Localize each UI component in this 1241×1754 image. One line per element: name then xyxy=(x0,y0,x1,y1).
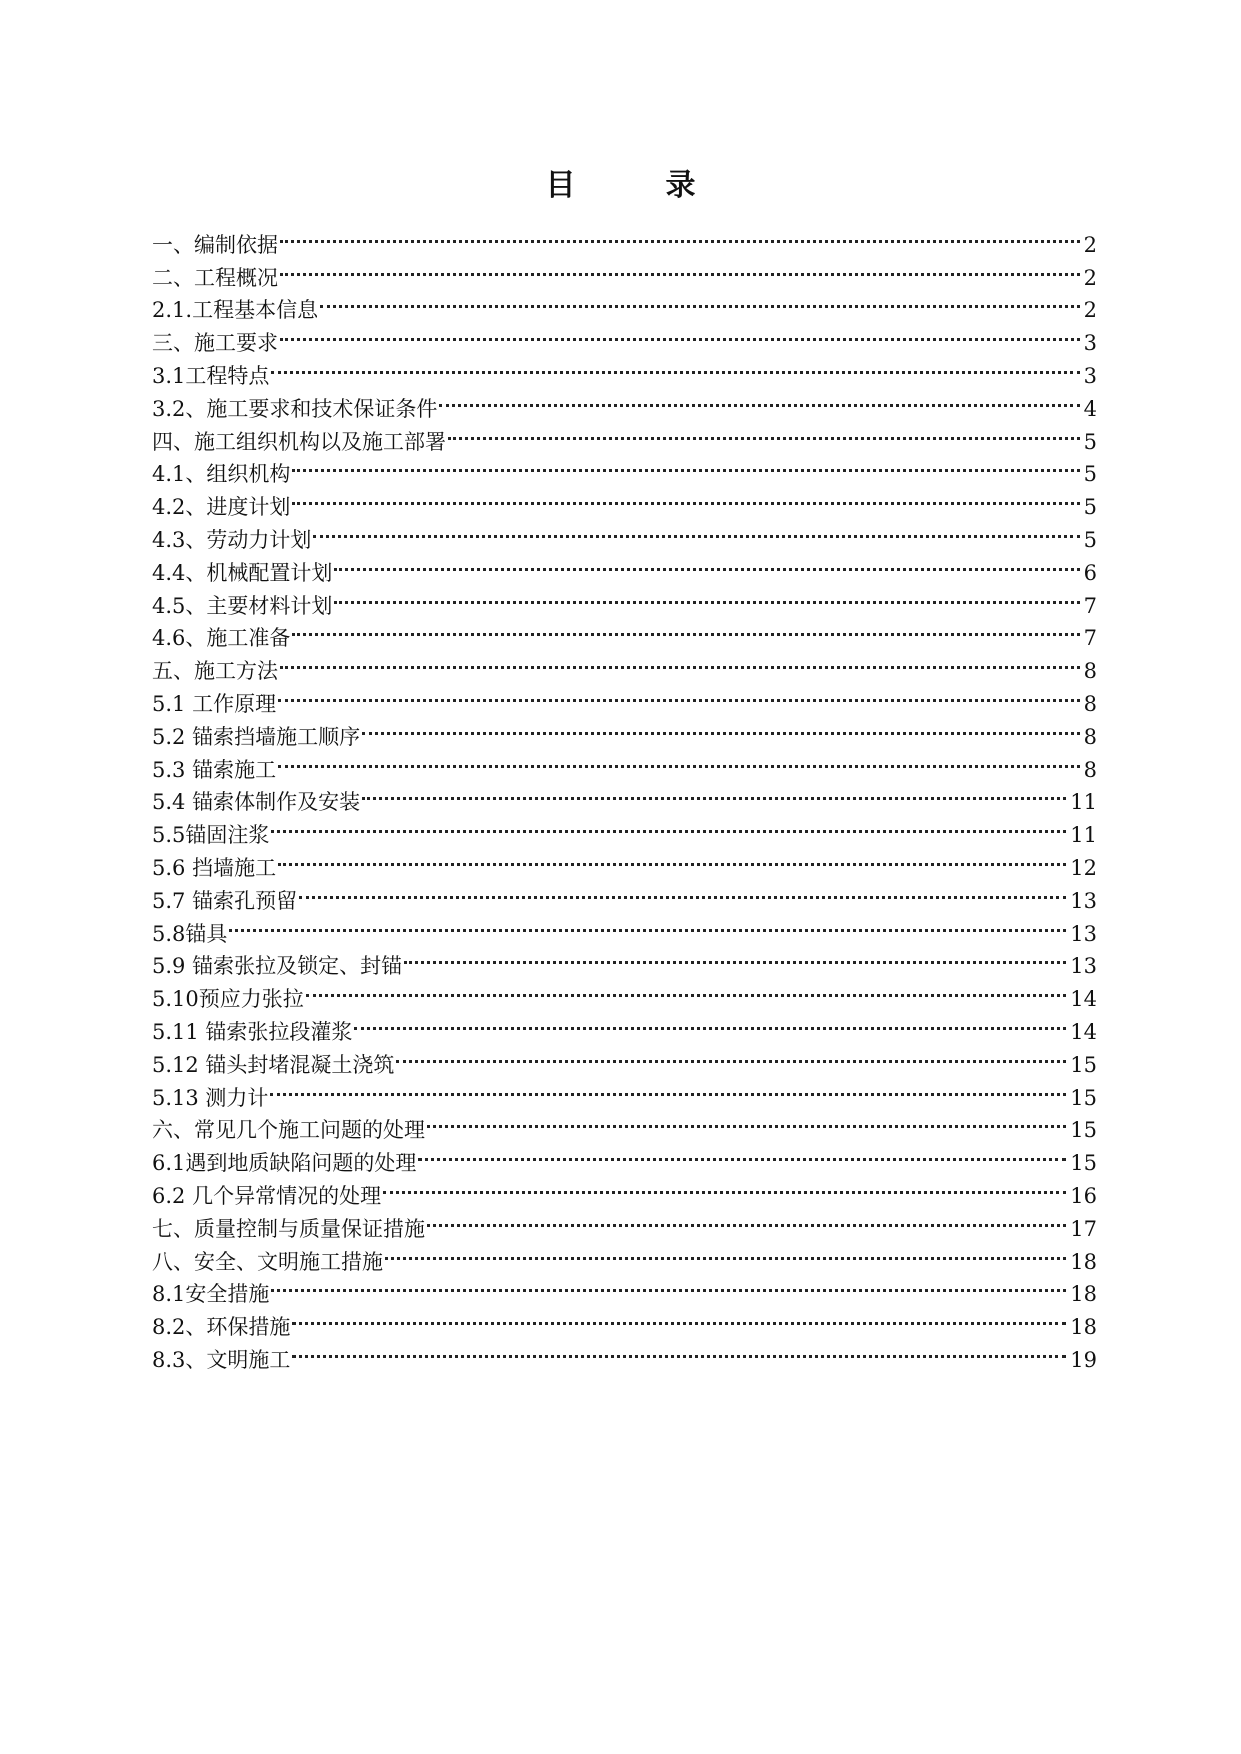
toc-entry[interactable] xyxy=(152,1072,1097,1110)
toc-dot-leader xyxy=(271,1269,1066,1302)
toc-entry-text: 四、施工组织机构以及施工部署 xyxy=(152,429,446,454)
toc-dot-leader xyxy=(292,613,1079,646)
toc-page-number: 8 xyxy=(1083,757,1097,782)
toc-entry[interactable] xyxy=(152,350,1097,388)
toc-dot-leader xyxy=(418,1137,1066,1170)
toc-dot-leader xyxy=(271,809,1066,842)
toc-entry-text: 5.9 锚索张拉及锁定、封锚 xyxy=(152,954,403,979)
toc-entry-text: 5.5锚固注浆 xyxy=(152,823,270,848)
toc-list xyxy=(152,219,1097,1372)
toc-entry[interactable] xyxy=(152,777,1097,815)
toc-entry[interactable] xyxy=(152,383,1097,421)
toc-entry-text: 三、施工要求 xyxy=(152,331,278,356)
toc-entry[interactable] xyxy=(152,711,1097,749)
toc-page-number: 4 xyxy=(1083,396,1097,421)
toc-page-number: 15 xyxy=(1070,1151,1097,1176)
toc-dot-leader xyxy=(278,744,1080,777)
toc-dot-leader xyxy=(280,219,1080,252)
toc-dot-leader xyxy=(320,285,1080,318)
toc-entry-text: 5.1 工作原理 xyxy=(152,691,277,716)
toc-dot-leader xyxy=(385,1236,1066,1269)
toc-page-number: 17 xyxy=(1070,1216,1097,1241)
toc-entry-text: 4.4、机械配置计划 xyxy=(152,560,333,585)
toc-entry[interactable] xyxy=(152,744,1097,782)
toc-entry-text: 一、编制依据 xyxy=(152,232,278,257)
toc-entry[interactable] xyxy=(152,1334,1097,1372)
toc-dot-leader xyxy=(280,252,1080,285)
toc-entry-text: 5.7 锚索孔预留 xyxy=(152,888,298,913)
toc-entry[interactable] xyxy=(152,842,1097,880)
toc-entry-text: 六、常见几个施工问题的处理 xyxy=(152,1118,425,1143)
toc-entry-text: 5.8锚具 xyxy=(152,921,228,946)
toc-page-number: 13 xyxy=(1070,954,1097,979)
toc-entry[interactable] xyxy=(152,1105,1097,1143)
toc-page-number: 8 xyxy=(1083,659,1097,684)
toc-dot-leader xyxy=(280,645,1080,678)
toc-entry[interactable] xyxy=(152,678,1097,716)
toc-entry-text: 4.3、劳动力计划 xyxy=(152,527,312,552)
toc-entry-text: 6.2 几个异常情况的处理 xyxy=(152,1183,382,1208)
toc-page-number: 11 xyxy=(1070,790,1097,815)
toc-entry[interactable] xyxy=(152,613,1097,651)
toc-dot-leader xyxy=(354,1006,1066,1039)
toc-entry-text: 五、施工方法 xyxy=(152,659,278,684)
toc-page-number: 11 xyxy=(1070,823,1097,848)
toc-entry-text: 5.6 挡墙施工 xyxy=(152,855,277,880)
toc-page-number: 5 xyxy=(1083,495,1097,520)
toc-entry[interactable] xyxy=(152,514,1097,552)
toc-entry[interactable] xyxy=(152,809,1097,848)
toc-entry-text: 5.12 锚头封堵混凝土浇筑 xyxy=(152,1052,395,1077)
toc-page-number: 14 xyxy=(1070,1019,1097,1044)
toc-dot-leader xyxy=(334,580,1079,613)
toc-entry-text: 4.6、施工准备 xyxy=(152,626,291,651)
toc-page-number: 15 xyxy=(1070,1118,1097,1143)
toc-dot-leader xyxy=(427,1105,1066,1138)
toc-entry[interactable] xyxy=(152,219,1097,257)
toc-page-number: 5 xyxy=(1083,462,1097,487)
toc-entry-text: 6.1遇到地质缺陷问题的处理 xyxy=(152,1151,417,1176)
toc-page-number: 2 xyxy=(1083,298,1097,323)
toc-page-number: 8 xyxy=(1083,724,1097,749)
toc-page-number: 15 xyxy=(1070,1085,1097,1110)
toc-page-number: 3 xyxy=(1083,363,1097,388)
toc-page-number: 13 xyxy=(1070,921,1097,946)
toc-dot-leader xyxy=(313,514,1079,547)
toc-entry-text: 八、安全、文明施工措施 xyxy=(152,1249,383,1274)
toc-dot-leader xyxy=(270,1072,1066,1105)
toc-entry-text: 4.1、组织机构 xyxy=(152,462,291,487)
toc-dot-leader xyxy=(278,842,1066,875)
toc-page-number: 18 xyxy=(1070,1282,1097,1307)
toc-page-number: 15 xyxy=(1070,1052,1097,1077)
toc-dot-leader xyxy=(299,875,1066,908)
toc-entry-text: 3.1工程特点 xyxy=(152,363,270,388)
toc-page-number: 7 xyxy=(1083,626,1097,651)
toc-entry-text: 5.4 锚索体制作及安装 xyxy=(152,790,361,815)
toc-dot-leader xyxy=(362,777,1066,810)
toc-page-number: 19 xyxy=(1070,1347,1097,1372)
toc-dot-leader xyxy=(229,908,1066,941)
toc-page-number: 13 xyxy=(1070,888,1097,913)
toc-dot-leader xyxy=(306,973,1067,1006)
toc-page-number: 18 xyxy=(1070,1249,1097,1274)
toc-dot-leader xyxy=(427,1203,1066,1236)
toc-page-number: 7 xyxy=(1083,593,1097,618)
toc-entry[interactable] xyxy=(152,1269,1097,1307)
toc-entry[interactable] xyxy=(152,875,1097,913)
toc-entry-text: 8.2、环保措施 xyxy=(152,1315,291,1340)
toc-entry-text: 二、工程概况 xyxy=(152,265,278,290)
toc-entry-text: 5.11 锚索张拉段灌浆 xyxy=(152,1019,353,1044)
toc-entry-text: 七、质量控制与质量保证措施 xyxy=(152,1216,425,1241)
toc-entry[interactable] xyxy=(152,941,1097,979)
toc-dot-leader xyxy=(334,547,1079,580)
toc-page-number: 5 xyxy=(1083,527,1097,552)
toc-dot-leader xyxy=(292,1301,1066,1334)
toc-title: 目 录 xyxy=(545,168,726,203)
toc-entry-text: 5.2 锚索挡墙施工顺序 xyxy=(152,724,361,749)
toc-entry-text: 8.3、文明施工 xyxy=(152,1347,291,1372)
toc-page-number: 16 xyxy=(1070,1183,1097,1208)
toc-page-number: 2 xyxy=(1083,265,1097,290)
toc-entry-text: 5.3 锚索施工 xyxy=(152,757,277,782)
toc-page-number: 2 xyxy=(1083,232,1097,257)
toc-entry[interactable] xyxy=(152,252,1097,290)
toc-entry[interactable] xyxy=(152,481,1097,520)
toc-dot-leader xyxy=(292,481,1079,514)
toc-entry-text: 3.2、施工要求和技术保证条件 xyxy=(152,396,438,421)
toc-page-number: 5 xyxy=(1083,429,1097,454)
toc-entry-text: 2.1.工程基本信息 xyxy=(152,298,319,323)
toc-entry-text: 4.2、进度计划 xyxy=(152,495,291,520)
toc-dot-leader xyxy=(448,416,1080,449)
toc-dot-leader xyxy=(396,1039,1066,1072)
toc-entry[interactable] xyxy=(152,1301,1097,1340)
toc-page-number: 14 xyxy=(1070,987,1097,1012)
toc-entry-text: 8.1安全措施 xyxy=(152,1282,270,1307)
toc-dot-leader xyxy=(292,1334,1066,1367)
toc-entry[interactable] xyxy=(152,285,1097,323)
toc-dot-leader xyxy=(362,711,1080,744)
toc-entry[interactable] xyxy=(152,317,1097,356)
toc-entry-text: 5.13 测力计 xyxy=(152,1085,269,1110)
toc-dot-leader xyxy=(271,350,1079,383)
toc-page-number: 12 xyxy=(1070,855,1097,880)
toc-page-number: 8 xyxy=(1083,691,1097,716)
toc-entry[interactable] xyxy=(152,645,1097,684)
toc-dot-leader xyxy=(404,941,1066,974)
toc-page-number: 6 xyxy=(1083,560,1097,585)
toc-entry-text: 4.5、主要材料计划 xyxy=(152,593,333,618)
toc-dot-leader xyxy=(278,678,1080,711)
toc-dot-leader xyxy=(292,449,1079,482)
toc-entry[interactable] xyxy=(152,908,1097,946)
toc-page-number: 3 xyxy=(1083,331,1097,356)
toc-entry-text: 5.10预应力张拉 xyxy=(152,987,304,1012)
toc-dot-leader xyxy=(383,1170,1066,1203)
toc-dot-leader xyxy=(439,383,1079,416)
toc-dot-leader xyxy=(280,317,1080,350)
toc-page-number: 18 xyxy=(1070,1315,1097,1340)
toc-entry[interactable] xyxy=(152,449,1097,487)
